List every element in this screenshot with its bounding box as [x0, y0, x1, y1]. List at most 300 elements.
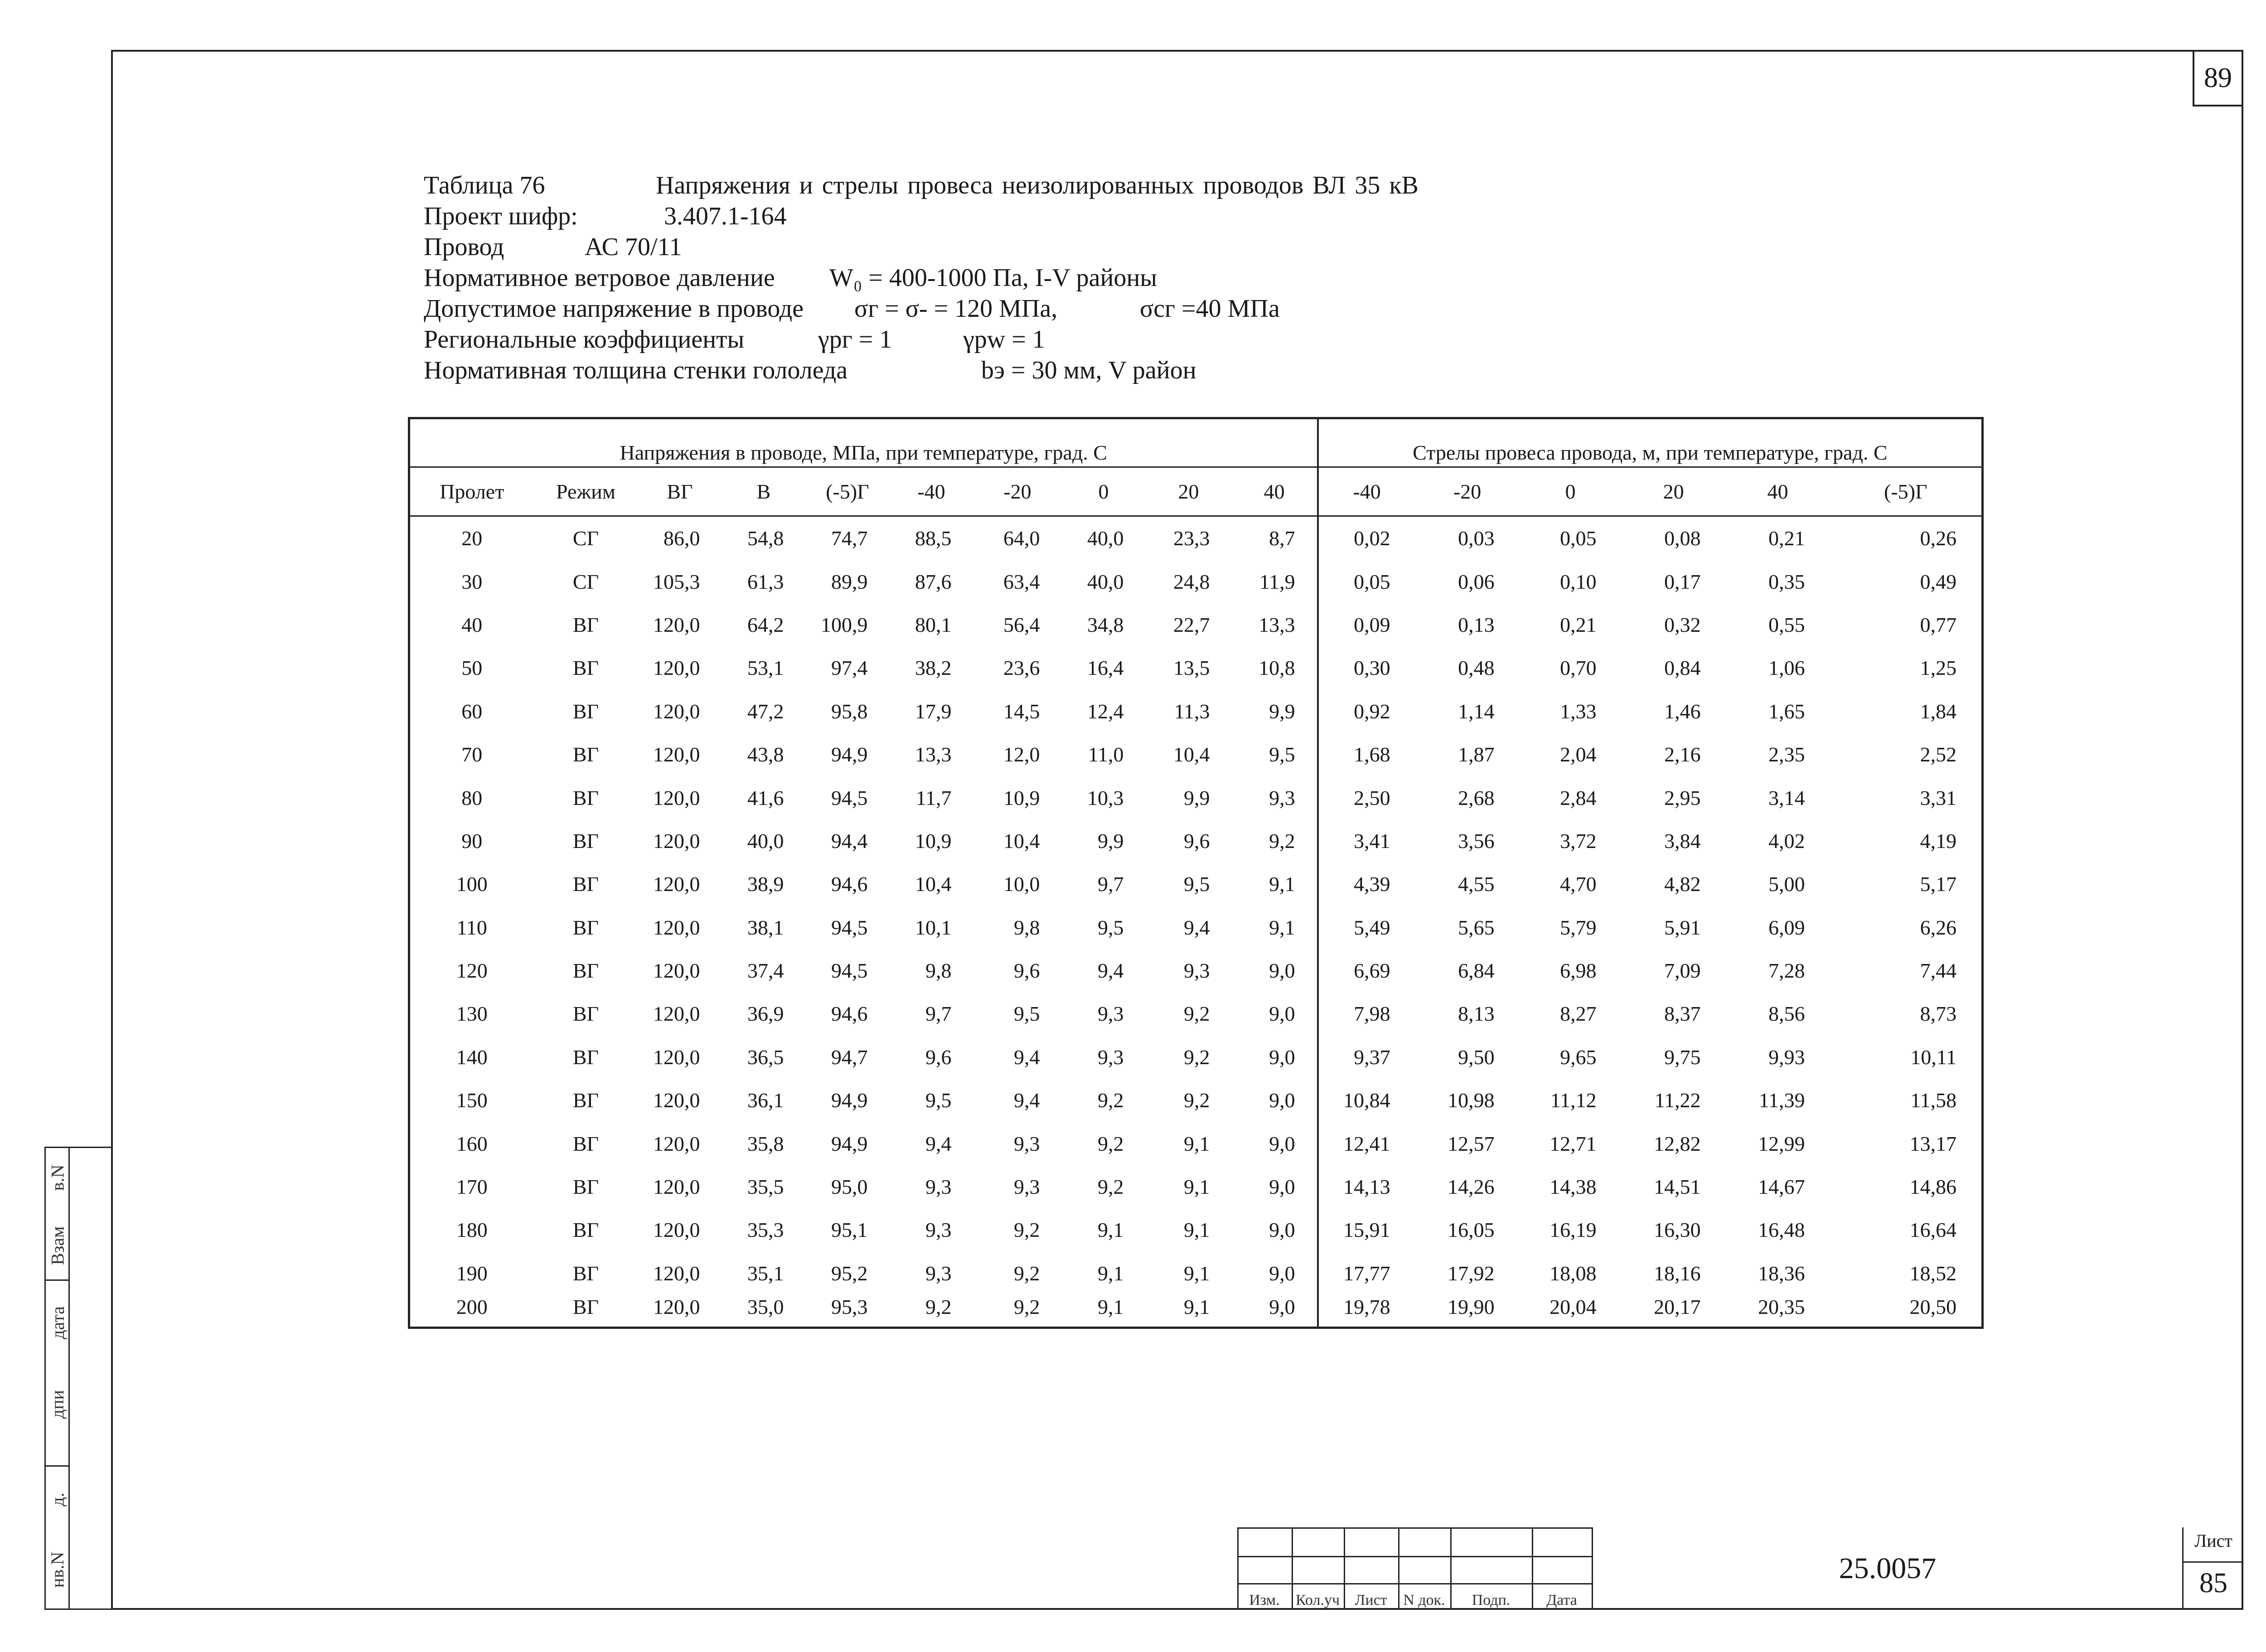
col-header: 40 — [1232, 467, 1318, 516]
table-row — [409, 1295, 1983, 1328]
table-cell: 3,84 — [1664, 829, 1701, 853]
table-cell: 9,4 — [1014, 1089, 1040, 1112]
table-cell: 0,77 — [1830, 603, 1983, 646]
table-cell: 9,5 — [1269, 743, 1295, 766]
table-cell: 1,65 — [1768, 699, 1805, 723]
table-cell: 94,6 — [831, 1002, 868, 1026]
table-cell: 9,1 — [1062, 1295, 1146, 1328]
table-cell: 9,1 — [1269, 872, 1295, 896]
table-cell: 0,21 — [1768, 527, 1805, 550]
tb-label: Подп. — [1472, 1592, 1511, 1608]
ice-label: Нормативная толщина стенки гололеда — [424, 356, 848, 384]
table-cell: 9,1 — [1184, 1175, 1210, 1199]
table-cell: 120,0 — [653, 1175, 700, 1199]
stamp-replaced: Взам — [47, 1226, 68, 1265]
table-cell: 180 — [409, 1208, 534, 1251]
table-cell: 4,82 — [1664, 872, 1701, 896]
table-cell: 9,1 — [1269, 916, 1295, 939]
table-cell: 120,0 — [638, 1295, 722, 1328]
table-cell: 24,8 — [1173, 570, 1210, 593]
table-cell: 9,8 — [925, 959, 952, 983]
table-row — [409, 1165, 1983, 1208]
table-cell: 11,7 — [915, 786, 952, 809]
table-cell: 54,8 — [747, 527, 784, 550]
table-cell: 0,30 — [1318, 646, 1415, 689]
table-cell: 1,68 — [1318, 733, 1415, 776]
table-cell: 12,0 — [1003, 743, 1040, 766]
table-cell: 9,3 — [1014, 1175, 1040, 1199]
table-cell: ВГ — [572, 613, 599, 636]
table-cell: 0,32 — [1664, 613, 1701, 636]
table-cell: 8,13 — [1458, 1002, 1495, 1026]
table-cell: 9,1 — [1184, 1261, 1210, 1285]
table-cell: 89,9 — [831, 570, 868, 593]
stamp-date: дата — [47, 1306, 68, 1339]
col-header: Режим — [534, 467, 638, 516]
table-cell: 0,55 — [1768, 613, 1805, 636]
table-cell: 9,6 — [1184, 829, 1210, 853]
table-cell: ВГ — [572, 699, 599, 723]
table-cell: 40,0 — [1087, 570, 1124, 593]
stamp-signature: дпи — [47, 1390, 68, 1419]
table-cell: 20,35 — [1726, 1295, 1830, 1328]
table-cell: 35,0 — [722, 1295, 806, 1328]
tb-label: Изм. — [1249, 1592, 1280, 1608]
table-cell: 7,98 — [1318, 992, 1415, 1035]
table-cell: 94,9 — [831, 1132, 868, 1155]
table-cell: 0,10 — [1560, 570, 1597, 593]
table-cell: 20,50 — [1830, 1295, 1983, 1328]
table-cell: 120,0 — [653, 872, 700, 896]
col-header: -20 — [973, 467, 1062, 516]
table-cell: 3,41 — [1318, 819, 1415, 862]
table-row — [409, 516, 1983, 560]
table-cell: 64,2 — [747, 613, 784, 636]
table-cell: 9,4 — [925, 1132, 952, 1155]
table-cell: 9,9 — [1098, 829, 1124, 853]
table-cell: 9,93 — [1768, 1045, 1805, 1069]
col-header: В — [722, 467, 806, 516]
table-cell: 16,64 — [1830, 1208, 1983, 1251]
table-cell: 1,14 — [1458, 699, 1495, 723]
project-label: Проект шифр: — [424, 202, 578, 230]
table-cell: 9,2 — [1184, 1089, 1210, 1112]
table-cell: 74,7 — [831, 527, 868, 550]
table-cell: 6,26 — [1830, 906, 1983, 949]
table-cell: 120,0 — [653, 959, 700, 983]
table-cell: 35,1 — [747, 1261, 784, 1285]
table-cell: 35,3 — [747, 1218, 784, 1242]
table-cell: 9,0 — [1269, 1261, 1295, 1285]
wire-label: Провод — [424, 233, 504, 261]
table-cell: 190 — [409, 1252, 534, 1295]
table-cell: 9,5 — [1014, 1002, 1040, 1026]
table-cell: 0,06 — [1458, 570, 1495, 593]
sheet-label: Лист — [2194, 1531, 2232, 1551]
table-cell: 13,17 — [1830, 1122, 1983, 1165]
table-cell: 47,2 — [747, 699, 784, 723]
table-cell: 3,72 — [1560, 829, 1597, 853]
table-cell: 0,26 — [1830, 516, 1983, 560]
table-cell: 2,16 — [1664, 743, 1701, 766]
table-cell: 22,7 — [1173, 613, 1210, 636]
table-cell: 97,4 — [831, 656, 868, 680]
table-cell: 14,13 — [1318, 1165, 1415, 1208]
table-cell: 38,9 — [747, 872, 784, 896]
table-cell: 34,8 — [1087, 613, 1124, 636]
stamp-inv-no: в.N — [47, 1164, 68, 1191]
table-cell: ВГ — [572, 743, 599, 766]
col-header: 20 — [1146, 467, 1232, 516]
table-cell: 0,84 — [1664, 656, 1701, 680]
table-cell: 9,5 — [925, 1089, 952, 1112]
table-cell: 9,75 — [1664, 1045, 1701, 1069]
tb-label: Кол.уч — [1295, 1592, 1340, 1608]
table-cell: 64,0 — [1003, 527, 1040, 550]
table-cell: 7,44 — [1830, 949, 1983, 992]
table-cell: 40,0 — [1087, 527, 1124, 550]
table-cell: 18,36 — [1758, 1261, 1805, 1285]
table-cell: 12,4 — [1087, 699, 1124, 723]
table-body — [409, 516, 1983, 1328]
table-cell: 0,70 — [1560, 656, 1597, 680]
table-cell: 9,2 — [1269, 829, 1295, 853]
table-cell: 9,7 — [925, 1002, 952, 1026]
table-cell: 5,91 — [1664, 916, 1701, 939]
table-cell: 120,0 — [653, 613, 700, 636]
table-cell: 120,0 — [653, 1218, 700, 1242]
table-cell: 9,3 — [1014, 1132, 1040, 1155]
table-cell: 5,00 — [1768, 872, 1805, 896]
table-cell: 10,1 — [915, 916, 952, 939]
table-cell: 6,98 — [1560, 959, 1597, 983]
table-cell: ВГ — [572, 1002, 599, 1026]
table-cell: 12,99 — [1758, 1132, 1805, 1155]
table-cell: 10,9 — [1003, 786, 1040, 809]
table-cell: 20,17 — [1622, 1295, 1726, 1328]
document-number: 25.0057 — [1839, 1552, 1937, 1585]
table-cell: 2,84 — [1560, 786, 1597, 809]
table-cell: 12,82 — [1654, 1132, 1701, 1155]
table-cell: 9,0 — [1269, 1089, 1295, 1112]
table-cell: 2,52 — [1830, 733, 1983, 776]
table-cell: 87,6 — [915, 570, 952, 593]
table-cell: 150 — [409, 1079, 534, 1122]
table-cell: 60 — [409, 690, 534, 733]
table-cell: 0,03 — [1458, 527, 1495, 550]
table-cell: 36,5 — [747, 1045, 784, 1069]
table-cell: 9,1 — [1098, 1218, 1124, 1242]
table-cell: 9,5 — [1184, 872, 1210, 896]
table-cell: 30 — [409, 560, 534, 603]
table-cell: 1,25 — [1830, 646, 1983, 689]
table-cell: 4,39 — [1318, 862, 1415, 906]
table-row — [409, 733, 1983, 776]
table-row — [409, 1252, 1983, 1295]
table-cell: 9,50 — [1458, 1045, 1495, 1069]
table-cell: 9,0 — [1269, 1175, 1295, 1199]
table-cell: 5,17 — [1830, 862, 1983, 906]
table-cell: 12,41 — [1318, 1122, 1415, 1165]
table-cell: 120,0 — [653, 656, 700, 680]
stamp-inv-orig: нв.N — [47, 1551, 68, 1588]
table-row — [409, 1079, 1983, 1122]
table-cell: 9,2 — [1098, 1175, 1124, 1199]
table-cell: 9,4 — [1184, 916, 1210, 939]
table-cell: 11,3 — [1174, 699, 1210, 723]
col-header: 0 — [1520, 467, 1622, 516]
table-cell: 9,0 — [1269, 959, 1295, 983]
table-cell: 100 — [409, 862, 534, 906]
table-cell: 9,4 — [1098, 959, 1124, 983]
stress-sag-table — [408, 417, 1984, 1329]
table-cell: 0,92 — [1318, 690, 1415, 733]
table-cell: 10,4 — [1003, 829, 1040, 853]
table-cell: 5,49 — [1318, 906, 1415, 949]
table-cell: 120,0 — [653, 1089, 700, 1112]
title-block-grid — [1237, 1527, 1593, 1610]
table-cell: 3,31 — [1830, 776, 1983, 819]
table-cell: 86,0 — [663, 527, 700, 550]
table-cell: 11,22 — [1654, 1089, 1701, 1112]
table-cell: 0,17 — [1664, 570, 1701, 593]
table-cell: 9,3 — [1098, 1045, 1124, 1069]
table-cell: 10,98 — [1448, 1089, 1495, 1112]
table-cell: 4,02 — [1768, 829, 1805, 853]
sheet-number: 85 — [2199, 1568, 2227, 1599]
table-cell: 9,9 — [1184, 786, 1210, 809]
table-cell: 19,90 — [1415, 1295, 1520, 1328]
table-cell: 11,58 — [1830, 1079, 1983, 1122]
table-cell: 120,0 — [653, 743, 700, 766]
table-cell: 9,2 — [1098, 1132, 1124, 1155]
table-cell: ВГ — [572, 1175, 599, 1199]
side-stamp — [44, 1147, 111, 1610]
table-cell: 16,4 — [1087, 656, 1124, 680]
coef-label: Региональные коэффициенты — [424, 325, 745, 354]
table-cell: 95,2 — [831, 1261, 868, 1285]
table-cell: 2,50 — [1318, 776, 1415, 819]
table-cell: 0,35 — [1768, 570, 1805, 593]
table-cell: 120,0 — [653, 1132, 700, 1155]
table-cell: 1,87 — [1458, 743, 1495, 766]
table-cell: 80 — [409, 776, 534, 819]
table-cell: 9,3 — [925, 1175, 952, 1199]
table-cell: 9,0 — [1232, 1295, 1318, 1328]
table-cell: 11,39 — [1758, 1089, 1805, 1112]
table-cell: 18,52 — [1830, 1252, 1983, 1295]
table-cell: 9,0 — [1269, 1218, 1295, 1242]
table-cell: ВГ — [572, 959, 599, 983]
table-row — [409, 1122, 1983, 1165]
table-cell: 9,6 — [1014, 959, 1040, 983]
tb-label: N док. — [1403, 1592, 1445, 1608]
table-cell: 9,9 — [1269, 699, 1295, 723]
table-cell: 10,4 — [915, 872, 952, 896]
table-cell: 8,56 — [1768, 1002, 1805, 1026]
table-cell: 94,4 — [831, 829, 868, 853]
col-header: (-5)Г — [806, 467, 890, 516]
stress-value: σг = σ- = 120 МПа, — [854, 295, 1058, 323]
table-cell: 37,4 — [747, 959, 784, 983]
wind-value: W₀ = 400-1000 Па, I-V районы — [829, 264, 1157, 292]
table-cell: 9,2 — [1184, 1045, 1210, 1069]
table-cell: 11,0 — [1088, 743, 1124, 766]
table-cell: 0,02 — [1318, 516, 1415, 560]
table-cell: 1,33 — [1560, 699, 1597, 723]
table-cell: 7,28 — [1768, 959, 1805, 983]
table-cell: 170 — [409, 1165, 534, 1208]
table-cell: 1,46 — [1664, 699, 1701, 723]
coef-value-2: γpw = 1 — [963, 325, 1045, 354]
table-row — [409, 906, 1983, 949]
table-cell: ВГ — [572, 872, 599, 896]
table-cell: 14,67 — [1758, 1175, 1805, 1199]
table-label: Таблица 76 — [424, 171, 545, 199]
coef-value: γpг = 1 — [818, 325, 892, 354]
table-cell: 9,65 — [1560, 1045, 1597, 1069]
table-cell: 100,9 — [821, 613, 868, 636]
table-cell: 1,06 — [1768, 656, 1805, 680]
stress-value-2: σсг =40 МПа — [1140, 295, 1280, 323]
wind-label: Нормативное ветровое давление — [424, 264, 775, 292]
table-cell: СГ — [572, 527, 599, 550]
table-cell: 120,0 — [653, 916, 700, 939]
table-cell: 11,12 — [1550, 1089, 1597, 1112]
table-cell: 16,30 — [1654, 1218, 1701, 1242]
sheet-box — [2182, 1527, 2243, 1610]
table-title: Напряжения и стрелы провеса неизолированных проводов ВЛ 35 кВ — [656, 171, 1419, 199]
table-cell: 95,0 — [831, 1175, 868, 1199]
table-cell: 43,8 — [747, 743, 784, 766]
table-cell: 13,3 — [1259, 613, 1295, 636]
table-cell: ВГ — [572, 1132, 599, 1155]
column-header-row — [409, 467, 1983, 516]
table-cell: 9,0 — [1269, 1132, 1295, 1155]
table-cell: 130 — [409, 992, 534, 1035]
table-cell: 10,3 — [1087, 786, 1124, 809]
table-cell: ВГ — [572, 916, 599, 939]
table-cell: 105,3 — [653, 570, 700, 593]
table-cell: 6,69 — [1318, 949, 1415, 992]
table-cell: 120,0 — [653, 786, 700, 809]
table-cell: 9,2 — [973, 1295, 1062, 1328]
table-cell: 13,3 — [915, 743, 952, 766]
table-cell: 12,57 — [1448, 1132, 1495, 1155]
page-number: 89 — [2193, 50, 2243, 107]
table-cell: 56,4 — [1003, 613, 1040, 636]
table-cell: 9,0 — [1269, 1045, 1295, 1069]
table-cell: 9,7 — [1098, 872, 1124, 896]
table-cell: 7,09 — [1664, 959, 1701, 983]
table-cell: 6,84 — [1458, 959, 1495, 983]
table-cell: 200 — [409, 1295, 534, 1328]
table-cell: 8,73 — [1830, 992, 1983, 1035]
table-cell: ВГ — [572, 1089, 599, 1112]
table-cell: 17,92 — [1448, 1261, 1495, 1285]
table-row — [409, 1036, 1983, 1079]
table-cell: 9,2 — [890, 1295, 973, 1328]
stress-label: Допустимое напряжение в проводе — [424, 295, 804, 323]
table-cell: 16,05 — [1448, 1218, 1495, 1242]
table-cell: 110 — [409, 906, 534, 949]
table-cell: 35,8 — [747, 1132, 784, 1155]
col-header: ВГ — [638, 467, 722, 516]
group-stress-header: Напряжения в проводе, МПа, при температуре, град. С — [409, 418, 1318, 467]
table-cell: 9,1 — [1184, 1132, 1210, 1155]
table-cell: 12,71 — [1549, 1132, 1597, 1155]
table-cell: СГ — [572, 570, 599, 593]
table-cell: 20,04 — [1520, 1295, 1622, 1328]
tb-label: Дата — [1546, 1592, 1577, 1608]
table-cell: 9,3 — [1184, 959, 1210, 983]
table-cell: 9,1 — [1184, 1218, 1210, 1242]
table-cell: 14,86 — [1830, 1165, 1983, 1208]
table-cell: 2,95 — [1664, 786, 1701, 809]
table-cell: 5,65 — [1458, 916, 1495, 939]
table-cell: ВГ — [572, 1218, 599, 1242]
tb-label: Лист — [1355, 1592, 1387, 1608]
table-cell: 10,0 — [1003, 872, 1040, 896]
table-cell: 88,5 — [915, 527, 952, 550]
table-cell: 13,5 — [1173, 656, 1210, 680]
table-cell: 0,13 — [1458, 613, 1495, 636]
table-cell: 120 — [409, 949, 534, 992]
project-code: 3.407.1-164 — [664, 202, 787, 230]
table-row — [409, 949, 1983, 992]
table-cell: 17,77 — [1318, 1252, 1415, 1295]
table-cell: 36,1 — [747, 1089, 784, 1112]
table-row — [409, 1208, 1983, 1251]
table-cell: ВГ — [572, 1261, 599, 1285]
table-cell: 63,4 — [1003, 570, 1040, 593]
table-cell: 4,19 — [1830, 819, 1983, 862]
table-cell: 6,09 — [1768, 916, 1805, 939]
table-cell: 9,3 — [1269, 786, 1295, 809]
col-header: 0 — [1062, 467, 1146, 516]
table-cell: 38,1 — [747, 916, 784, 939]
table-row — [409, 776, 1983, 819]
table-cell: ВГ — [572, 656, 599, 680]
table-cell: 95,1 — [831, 1218, 868, 1242]
table-cell: 35,5 — [747, 1175, 784, 1199]
table-cell: 0,48 — [1458, 656, 1495, 680]
table-cell: 120,0 — [653, 1045, 700, 1069]
table-cell: 0,05 — [1318, 560, 1415, 603]
table-cell: 94,5 — [831, 786, 868, 809]
table-row — [409, 560, 1983, 603]
table-cell: 1,84 — [1830, 690, 1983, 733]
table-cell: 14,5 — [1003, 699, 1040, 723]
table-row — [409, 690, 1983, 733]
table-cell: 120,0 — [653, 829, 700, 853]
col-header: -40 — [890, 467, 973, 516]
table-cell: 8,37 — [1664, 1002, 1701, 1026]
table-cell: 18,16 — [1654, 1261, 1701, 1285]
table-cell: 10,9 — [915, 829, 952, 853]
table-cell: 14,51 — [1654, 1175, 1701, 1199]
table-cell: 10,11 — [1830, 1036, 1983, 1079]
table-cell: 94,6 — [831, 872, 868, 896]
table-cell: 14,26 — [1448, 1175, 1495, 1199]
table-cell: 3,56 — [1458, 829, 1495, 853]
table-cell: 53,1 — [747, 656, 784, 680]
table-cell: 9,3 — [1098, 1002, 1124, 1026]
col-header: -20 — [1415, 467, 1520, 516]
table-cell: 5,79 — [1560, 916, 1597, 939]
table-cell: 41,6 — [747, 786, 784, 809]
table-cell: 50 — [409, 646, 534, 689]
